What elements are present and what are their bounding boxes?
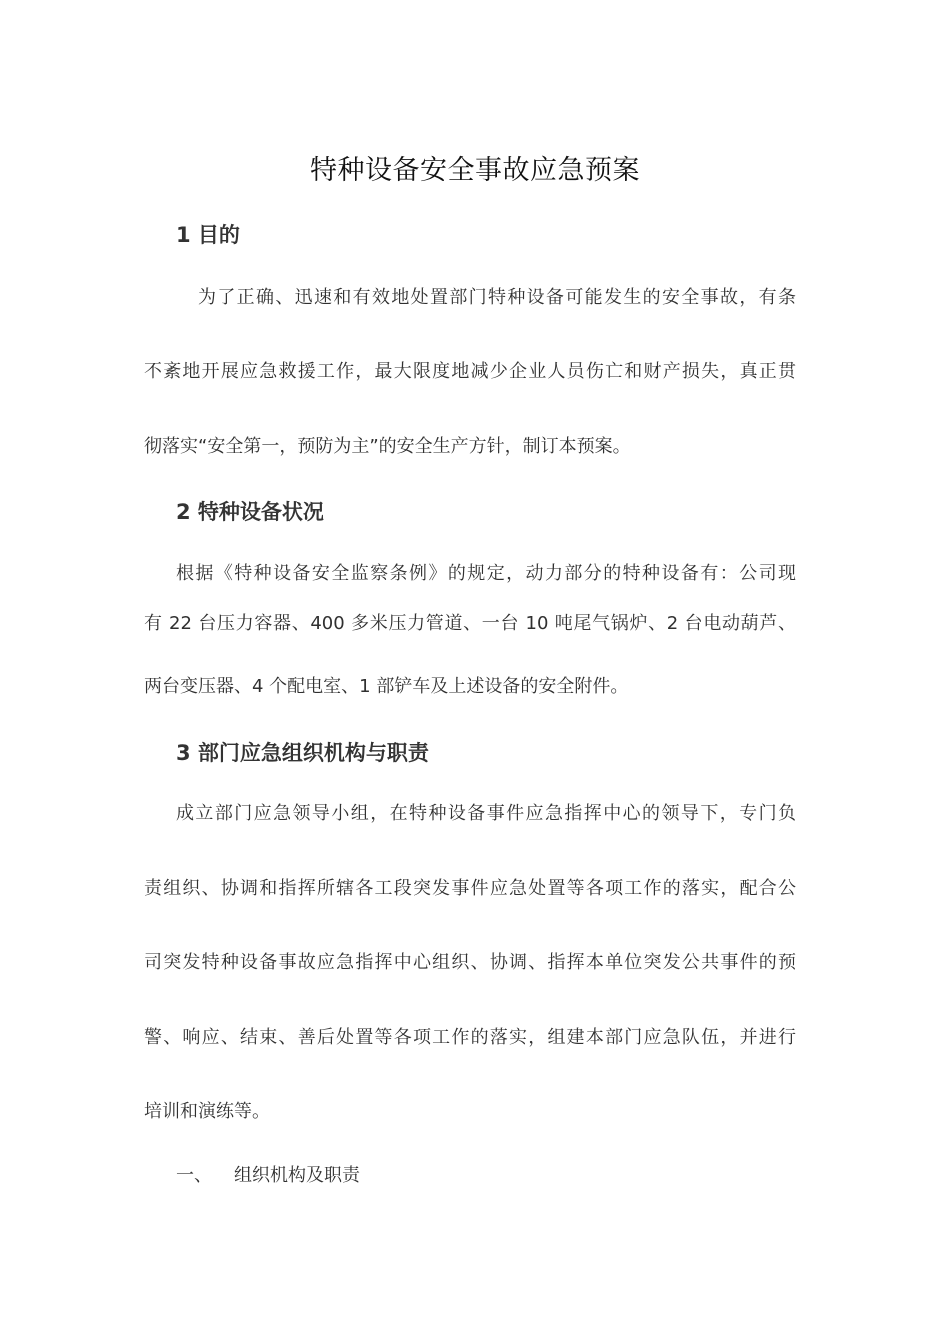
paragraph-line: 警、响应、结束、善后处置等各项工作的落实，组建本部门应急队伍，并进行 xyxy=(144,1027,796,1048)
subsection-heading xyxy=(176,1164,360,1188)
section-heading-equipment-status: 2 特种设备状况 xyxy=(176,500,324,524)
paragraph-line: 培训和演练等。 xyxy=(144,1101,270,1122)
paragraph-line: 彻落实“安全第一，预防为主”的安全生产方针，制订本预案。 xyxy=(144,436,631,457)
document-title: 特种设备安全事故应急预案 xyxy=(310,155,640,186)
paragraph-line: 为了正确、迅速和有效地处置部门特种设备可能发生的安全事故，有条 xyxy=(198,287,796,308)
paragraph-line: 司突发特种设备事故应急指挥中心组织、协调、指挥本单位突发公共事件的预 xyxy=(144,952,796,973)
paragraph-line: 根据《特种设备安全监察条例》的规定，动力部分的特种设备有：公司现 xyxy=(176,563,796,584)
paragraph-line: 两台变压器、4 个配电室、1 部铲车及上述设备的安全附件。 xyxy=(144,676,629,697)
subsection-marker: 一、 xyxy=(176,1165,212,1186)
section-heading-organization: 3 部门应急组织机构与职责 xyxy=(176,741,429,765)
paragraph-line: 成立部门应急领导小组，在特种设备事件应急指挥中心的领导下，专门负 xyxy=(176,803,796,824)
paragraph-line: 不紊地开展应急救援工作，最大限度地减少企业人员伤亡和财产损失，真正贯 xyxy=(144,361,796,382)
paragraph-line: 责组织、协调和指挥所辖各工段突发事件应急处置等各项工作的落实，配合公 xyxy=(144,878,796,899)
section-heading-purpose: 1 目的 xyxy=(176,223,240,247)
paragraph-line: 有 22 台压力容器、400 多米压力管道、一台 10 吨尾气锅炉、2 台电动葫芦、 xyxy=(144,613,796,634)
subsection-label: 组织机构及职责 xyxy=(234,1165,360,1186)
